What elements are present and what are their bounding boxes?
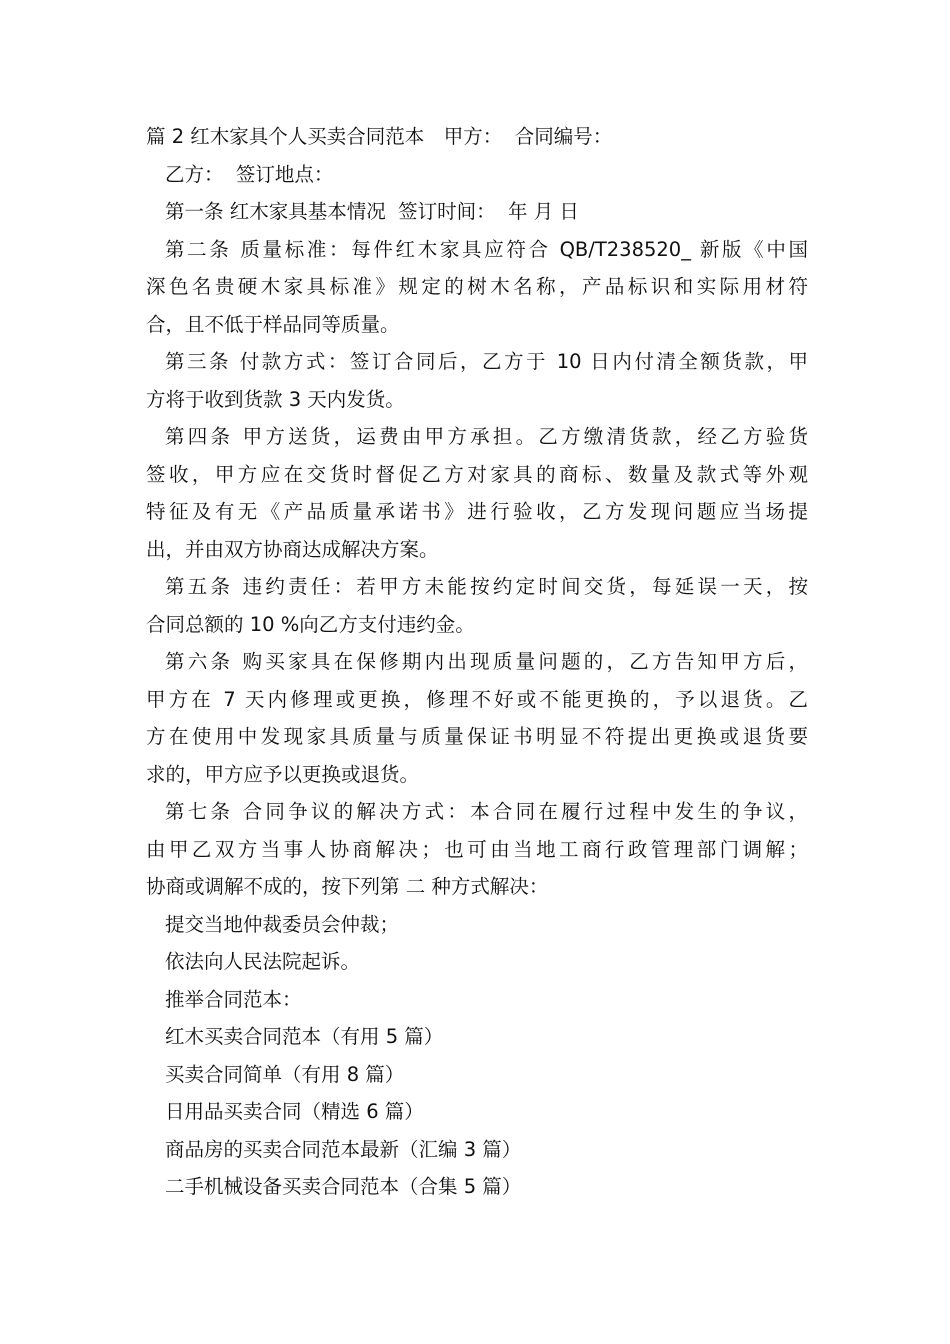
text-line: 第三条 付款方式：签订合同后，乙方于 10 日内付清全额货款，甲 bbox=[165, 350, 808, 373]
text-line: 第四条 甲方送货，运费由甲方承担。乙方缴清货款，经乙方验货 bbox=[165, 425, 808, 448]
text-line: 出，并由双方协商达成解决方案。 bbox=[146, 537, 439, 561]
text-line: 协商或调解不成的，按下列第 二 种方式解决： bbox=[146, 875, 549, 898]
text-line: 深色名贵硬木家具标准》规定的树木名称，产品标识和实际用材符 bbox=[146, 275, 808, 298]
text-line: 提交当地仲裁委员会仲裁； bbox=[165, 912, 400, 936]
text-line: 甲方在 7 天内修理或更换，修理不好或不能更换的，予以退货。乙 bbox=[146, 687, 808, 711]
text-line: 乙方： 签订地点： bbox=[165, 162, 334, 186]
text-line: 签收，甲方应在交货时督促乙方对家具的商标、数量及款式等外观 bbox=[146, 462, 808, 486]
text-line: 第五条 违约责任：若甲方未能按约定时间交货，每延误一天，按 bbox=[165, 575, 808, 598]
document-page bbox=[146, 118, 808, 1206]
text-line: 求的，甲方应予以更换或退货。 bbox=[146, 762, 420, 786]
text-line: 日用品买卖合同（精选 6 篇） bbox=[165, 1100, 424, 1123]
text-line: 合同总额的 10 %向乙方支付违约金。 bbox=[146, 612, 475, 636]
text-line: 第一条 红木家具基本情况 签订时间： 年 月 日 bbox=[165, 200, 579, 223]
text-line: 第七条 合同争议的解决方式：本合同在履行过程中发生的争议， bbox=[165, 800, 808, 823]
text-line: 二手机械设备买卖合同范本（合集 5 篇） bbox=[165, 1175, 522, 1198]
text-line: 合，且不低于样品同等质量。 bbox=[146, 312, 400, 336]
text-line: 买卖合同简单（有用 8 篇） bbox=[165, 1062, 405, 1086]
text-line: 依法向人民法院起诉。 bbox=[165, 950, 361, 973]
text-line: 推举合同范本： bbox=[165, 987, 302, 1011]
document-body bbox=[146, 118, 808, 1206]
text-line: 由甲乙双方当事人协商解决；也可由当地工商行政管理部门调解； bbox=[146, 837, 808, 861]
text-line: 第二条 质量标准：每件红木家具应符合 QB/T238520_ 新版《中国 bbox=[165, 237, 808, 261]
text-line: 篇 2 红木家具个人买卖合同范本 甲方： 合同编号： bbox=[146, 125, 613, 148]
text-line: 红木买卖合同范本（有用 5 篇） bbox=[165, 1025, 444, 1048]
text-line: 第六条 购买家具在保修期内出现质量问题的，乙方告知甲方后， bbox=[165, 650, 808, 673]
text-line: 特征及有无《产品质量承诺书》进行验收，乙方发现问题应当场提 bbox=[146, 500, 808, 523]
text-line: 方在使用中发现家具质量与质量保证书明显不符提出更换或退货要 bbox=[146, 725, 808, 748]
text-line: 商品房的买卖合同范本最新（汇编 3 篇） bbox=[165, 1137, 522, 1161]
text-line: 方将于收到货款 3 天内发货。 bbox=[146, 387, 405, 411]
